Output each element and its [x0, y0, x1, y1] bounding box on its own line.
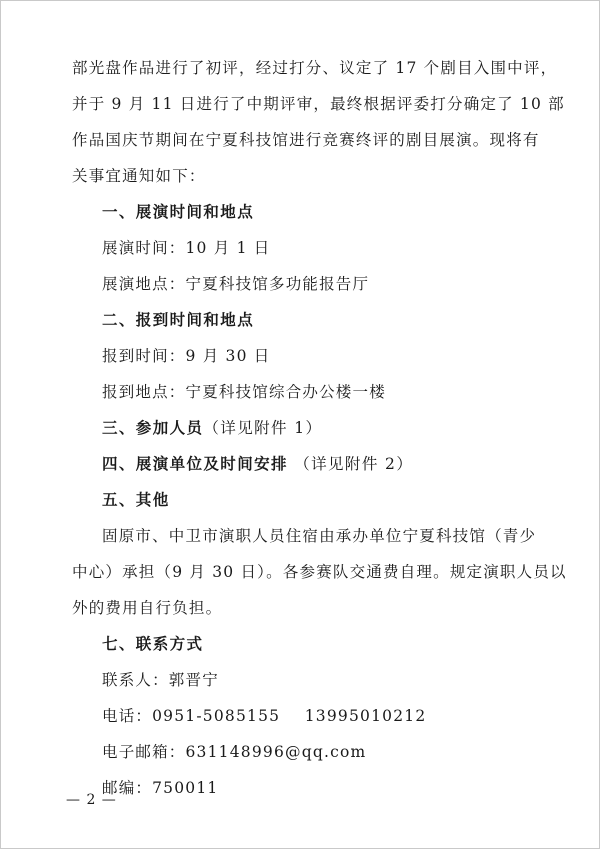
contact-phone: 电话：0951-5085155 13995010212: [102, 707, 427, 725]
section4-attachment-note: （详见附件 2）: [287, 455, 414, 473]
intro-line-4: 关事宜通知如下：: [72, 167, 206, 185]
section7-heading: 七、联系方式: [102, 635, 204, 653]
section5-line-1: 固原市、中卫市演职人员住宿由承办单位宁夏科技馆（青少: [102, 527, 537, 545]
section2-place: 报到地点：宁夏科技馆综合办公楼一楼: [102, 383, 386, 401]
section5-line-3: 外的费用自行负担。: [72, 599, 223, 617]
section5-heading: 五、其他: [102, 491, 170, 509]
section3-attachment-note: （详见附件 1）: [203, 419, 323, 437]
intro-line-3: 作品国庆节期间在宁夏科技馆进行竞赛终评的剧目展演。现将有: [72, 131, 540, 149]
page-number: — 2 —: [66, 792, 117, 808]
section1-time: 展演时间：10 月 1 日: [102, 239, 271, 257]
section4-heading: 四、展演单位及时间安排: [102, 455, 288, 473]
section4-heading-row: [102, 454, 413, 474]
section1-heading: 一、展演时间和地点: [102, 203, 255, 221]
section3-heading-row: [102, 418, 322, 438]
section2-time: 报到时间：9 月 30 日: [102, 347, 271, 365]
contact-email: 电子邮箱：631148996@qq.com: [102, 743, 367, 761]
intro-line-1: 部光盘作品进行了初评，经过打分、议定了 17 个剧目入围中评，: [72, 59, 558, 77]
contact-person: 联系人：郭晋宁: [102, 671, 219, 689]
section1-place: 展演地点：宁夏科技馆多功能报告厅: [102, 275, 370, 293]
section3-heading: 三、参加人员: [102, 419, 204, 437]
intro-line-2: 并于 9 月 11 日进行了中期评审，最终根据评委打分确定了 10 部: [72, 95, 565, 113]
section2-heading: 二、报到时间和地点: [102, 311, 255, 329]
section5-line-2: 中心）承担（9 月 30 日）。各参赛队交通费自理。规定演职人员以: [72, 563, 567, 581]
contact-postcode: 邮编：750011: [102, 779, 219, 797]
